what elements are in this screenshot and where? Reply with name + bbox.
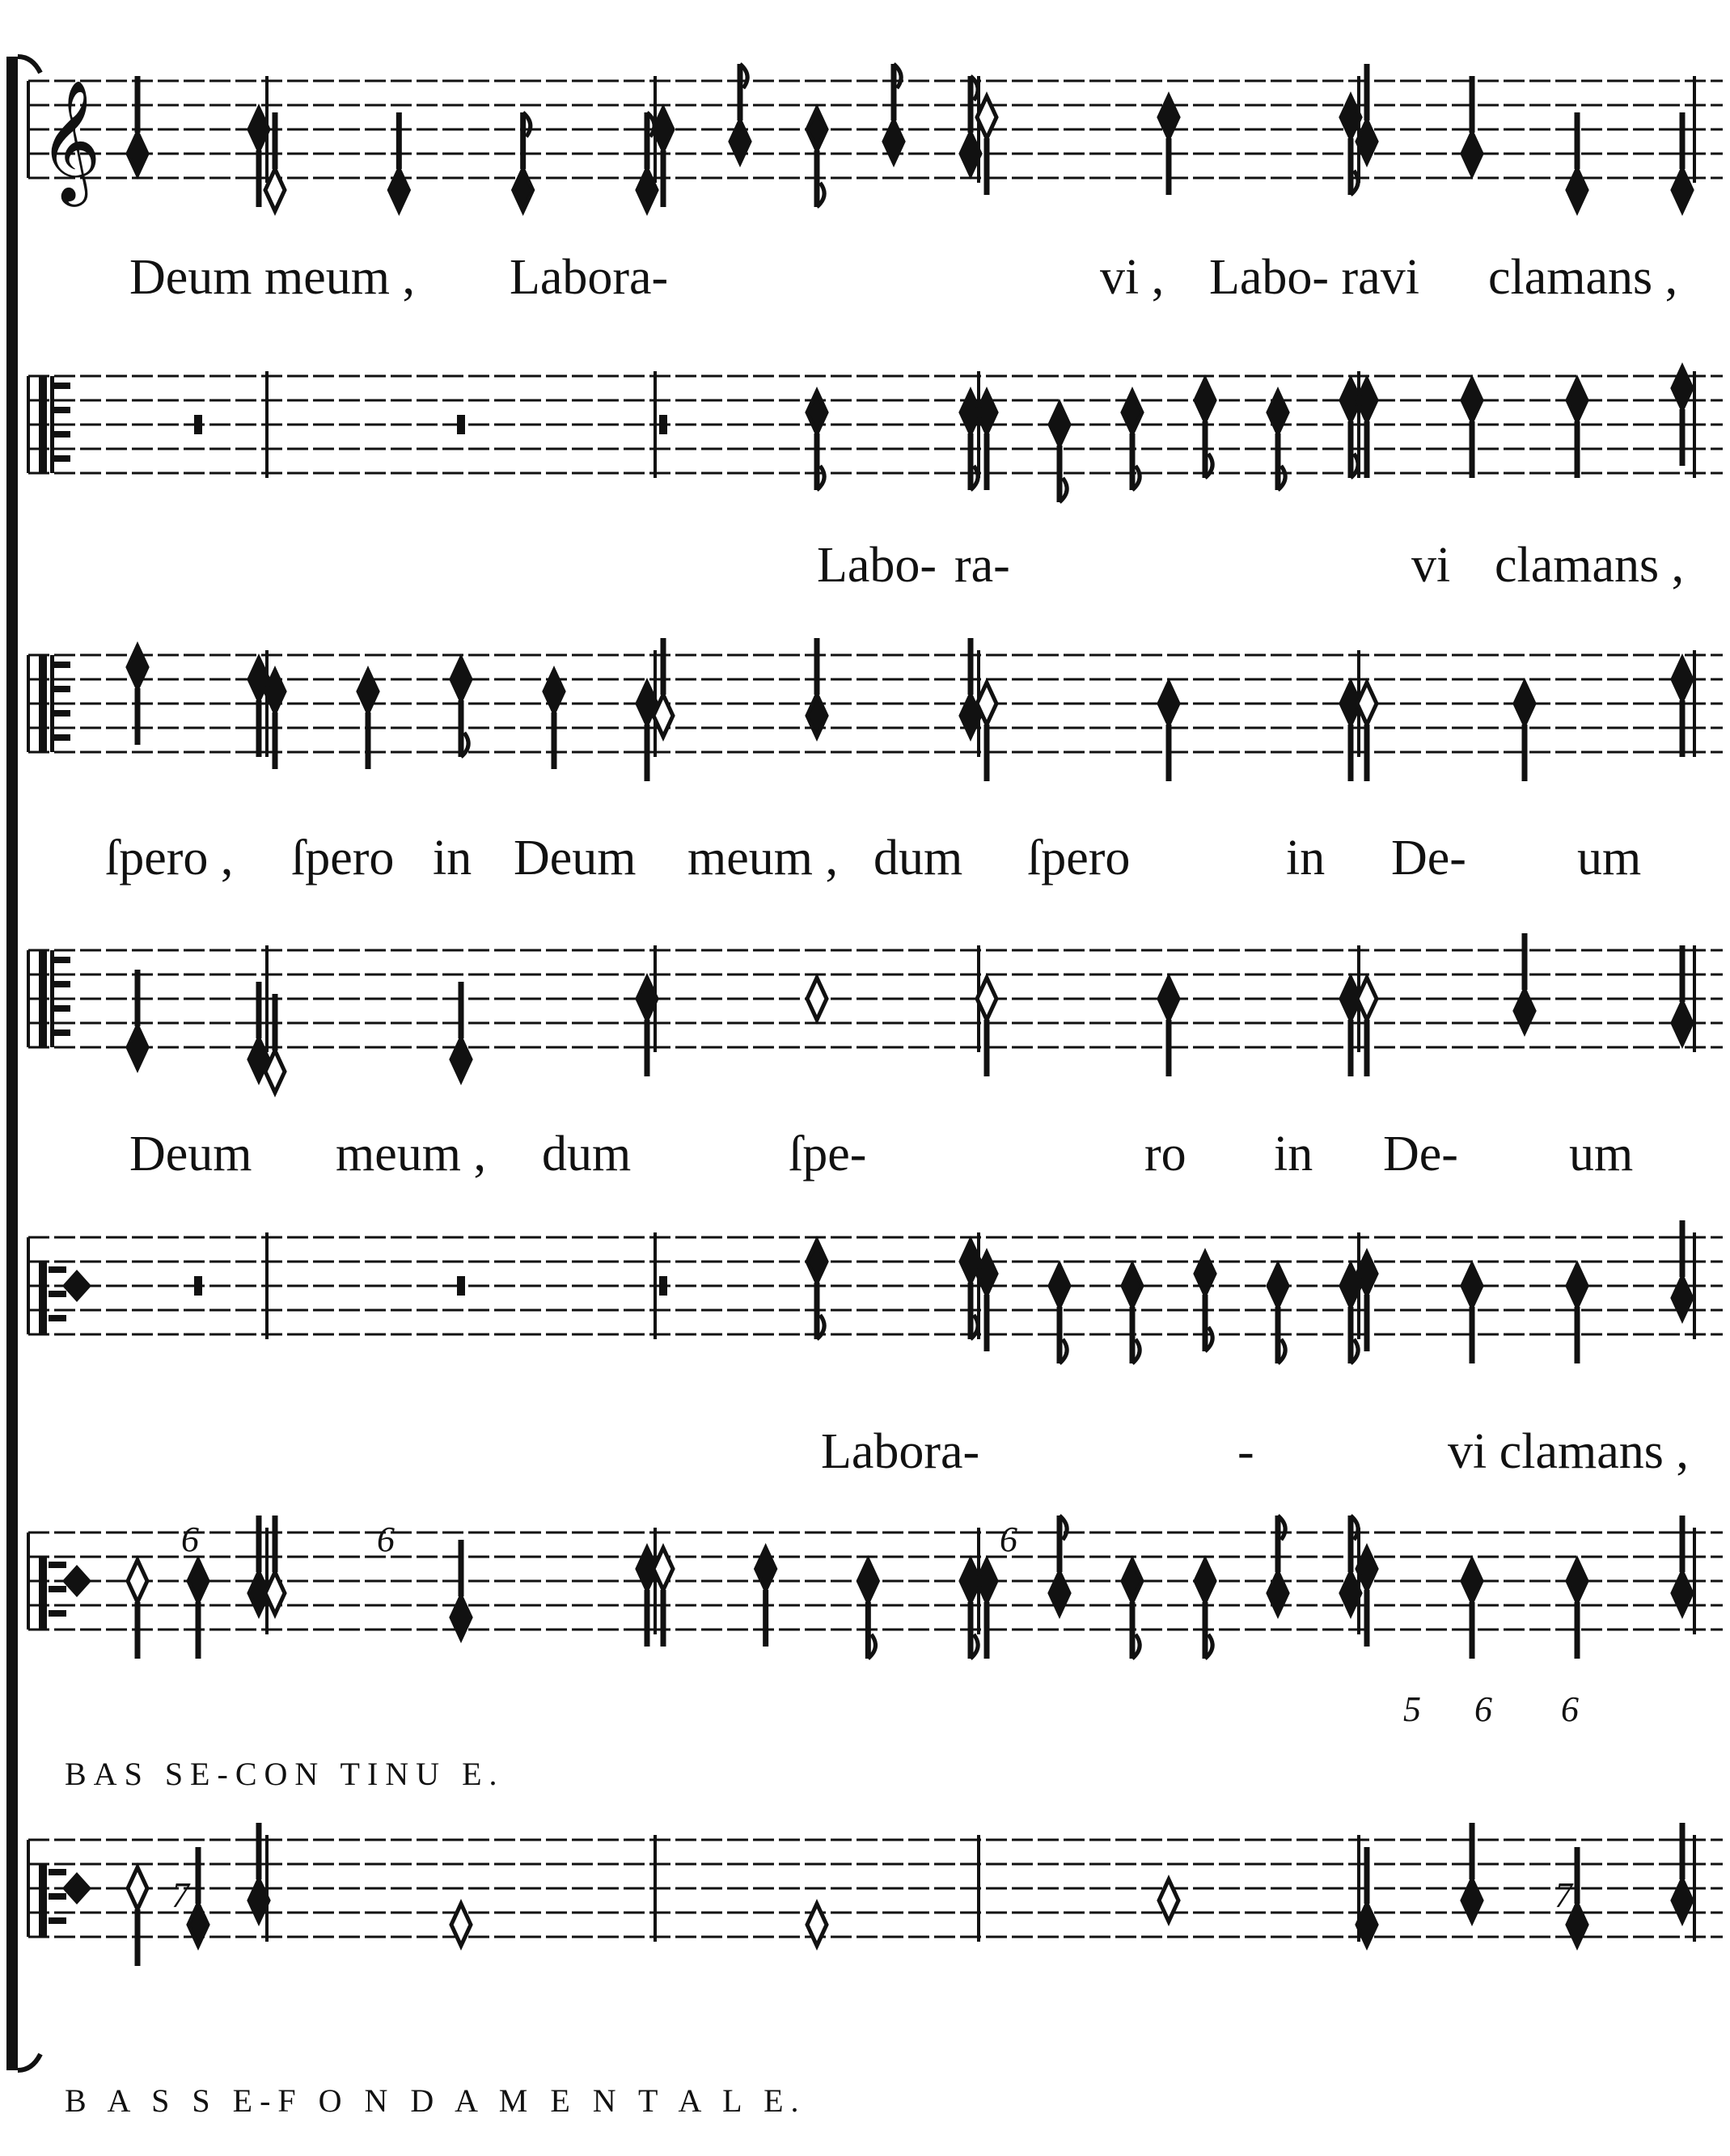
system-bracket-bar [6,57,18,2070]
note-head [451,658,471,700]
note-basse-continue [1195,1560,1215,1659]
note-basse-continue [1567,1560,1587,1659]
lyric-line4-dum: dum [542,1127,632,1182]
note-head [807,391,827,433]
lyric-line5-dash: - [1237,1424,1254,1479]
note-head [1159,96,1178,138]
note-basse-continue [451,1540,471,1638]
note-head [1462,1560,1482,1602]
lyric-line3-de: De- [1391,831,1466,886]
note-taille [358,670,378,769]
f-clef-icon [39,1262,91,1334]
note-head [1673,658,1692,700]
treble-clef-icon: 𝄞 [39,78,101,201]
note-basse-continue [858,1560,878,1659]
lyric-line3-meum: meum , [687,831,838,886]
rest-mark [659,1276,667,1296]
note-head [1567,169,1587,211]
note-head [1673,1879,1692,1921]
note-basse-continue [1123,1560,1142,1659]
note-basse [1567,1265,1587,1363]
lyric-line2-ra: ra- [954,538,1010,593]
lyric-line1-labora: Labora- [510,250,669,305]
note-head [807,978,827,1020]
note-head [1123,391,1142,433]
note-haute-contre [1268,391,1288,490]
note-dessus [807,108,827,207]
rest-mark [457,1276,465,1296]
lyric-line4-in: in [1274,1127,1313,1182]
note-head [807,1904,827,1946]
note-dessus [884,64,903,163]
rest-mark [194,415,202,434]
note-head [1462,379,1482,421]
note-head [1673,1002,1692,1044]
lyric-line4-um: um [1569,1127,1634,1182]
note-head [1159,683,1178,725]
note-head [1268,1572,1288,1614]
note-basse [1195,1253,1215,1351]
note-basse [1123,1265,1142,1363]
note-head [1462,133,1482,175]
lyric-line2-clamans: clamans , [1495,538,1685,593]
lyric-line1-deum-meum: Deum meum , [129,250,415,305]
note-basse-fondamentale [1462,1823,1482,1921]
note-head [451,1038,471,1080]
note-basse [1462,1265,1482,1363]
note-head [1268,1265,1288,1307]
rest-mark [194,1276,202,1296]
note-head [451,1596,471,1638]
lyric-line1-laboravi: Labo- ravi [1209,250,1419,305]
note-haute-contre [1567,379,1587,478]
note-basse-continue [1673,1516,1692,1614]
figure-bc-6d: 6 [1474,1689,1492,1729]
note-taille [807,638,827,737]
label-basse-continue: BAS SE-CON TINU E. [65,1756,505,1792]
note-dessus [1159,96,1178,195]
note-head [128,646,147,688]
note-head [514,169,533,211]
note-basse [1673,1220,1692,1319]
figure-bf-7a: 7 [171,1875,189,1915]
staves-group [28,76,1723,1942]
figure-bc-6e: 6 [1561,1689,1579,1729]
note-taille [128,646,147,745]
lyric-line1-vi: vi , [1100,250,1165,305]
note-head [1123,1265,1142,1307]
lyric-line3-dum: dum [873,831,963,886]
note-head [1515,683,1534,725]
system-bracket [6,57,40,2070]
note-dessus [1673,112,1692,211]
note-haute-contre [1673,367,1692,466]
note-head [1195,379,1215,421]
note-head [451,1904,471,1946]
note-basse-taille [807,978,827,1020]
note-head [544,670,564,712]
figure-bc-6b: 6 [377,1520,395,1559]
note-head [807,695,827,737]
staff-taille [28,650,1723,757]
note-head [1195,1560,1215,1602]
note-head [1159,978,1178,1020]
note-basse-taille [1515,933,1534,1032]
lyric-line3-spero3: ſpero [1027,831,1131,886]
note-head [1050,404,1069,446]
staff-basse-taille [28,945,1723,1052]
note-head [807,1241,827,1283]
note-basse-continue [1462,1560,1482,1659]
note-head [1462,1879,1482,1921]
note-head [1268,391,1288,433]
note-head [358,670,378,712]
lyric-line1-clamans: clamans , [1488,250,1678,305]
note-dessus [514,112,533,211]
note-head [1673,1277,1692,1319]
lyric-line3-in2: in [1286,831,1326,886]
note-head [1123,1560,1142,1602]
note-head [730,120,750,163]
figure-bc-5: 5 [1403,1689,1421,1729]
label-basse-fondamentale: B A S S E-F O N D A M E N T A L E. [65,2082,806,2119]
note-dessus [389,112,408,211]
note-taille [1515,683,1534,781]
note-basse-continue [188,1560,208,1659]
bracket-top-hook [18,57,40,73]
lyric-line5-vi-clamans: vi clamans , [1448,1424,1689,1479]
lyric-line5-labora: Labora- [821,1424,980,1479]
lyric-line3-um: um [1577,831,1642,886]
note-haute-contre [1050,404,1069,502]
lyric-line4-meum: meum , [336,1127,486,1182]
note-dessus [1567,112,1587,211]
note-haute-contre [1462,379,1482,478]
figure-bf-7b: 7 [1554,1875,1572,1915]
note-basse-continue [1050,1516,1069,1614]
lyric-line4-ro: ro [1144,1127,1186,1182]
note-basse-fondamentale [1159,1879,1178,1921]
note-head [1567,379,1587,421]
lyric-line2-vi: vi [1411,538,1451,593]
lyric-line3-deum: Deum [514,831,637,886]
note-basse [1050,1265,1069,1363]
f-clef-icon [39,1557,91,1630]
rest-mark [457,415,465,434]
note-head [1195,1253,1215,1295]
note-basse-taille [1159,978,1178,1076]
figure-bc-6c: 6 [1000,1520,1017,1559]
note-head [1673,367,1692,409]
note-head [1567,1560,1587,1602]
note-head [128,1026,147,1068]
note-basse-fondamentale [451,1904,471,1946]
note-head [1673,1572,1692,1614]
note-head [756,1548,776,1590]
note-head [128,133,147,175]
rest-mark [659,415,667,434]
figure-bc-6a: 6 [181,1520,199,1559]
note-basse [807,1241,827,1339]
note-head [1673,169,1692,211]
note-basse-fondamentale [128,1867,147,1966]
note-basse-taille [451,982,471,1080]
lyric-line3-spero2: ſpero [291,831,395,886]
note-basse-taille [1673,945,1692,1044]
note-dessus [730,64,750,163]
note-head [1159,1879,1178,1921]
notes-group [128,64,1692,1966]
note-basse-fondamentale [188,1847,208,1946]
note-head [1462,1265,1482,1307]
note-basse-continue [128,1560,147,1659]
lyric-line4-de: De- [1383,1127,1458,1182]
note-dessus [1462,76,1482,175]
note-head [1050,1572,1069,1614]
note-taille [1159,683,1178,781]
bracket-bottom-hook [18,2054,40,2070]
note-basse-taille [128,970,147,1068]
note-basse-continue [756,1548,776,1647]
lyric-line4-deum: Deum [129,1127,252,1182]
note-head [807,108,827,150]
f-clef-icon [39,1864,91,1937]
note-head [128,1560,147,1602]
note-dessus [128,76,147,175]
note-basse [1268,1265,1288,1363]
note-head [1050,1265,1069,1307]
note-taille [544,670,564,769]
lyric-line2-labo: Labo- [817,538,937,593]
note-head [389,169,408,211]
note-head [884,120,903,163]
note-head [1567,1265,1587,1307]
note-haute-contre [1123,391,1142,490]
note-head [858,1560,878,1602]
note-basse-continue [1268,1516,1288,1614]
note-haute-contre [1195,379,1215,478]
note-taille [451,658,471,757]
note-head [188,1560,208,1602]
note-basse-fondamentale [807,1904,827,1946]
note-haute-contre [807,391,827,490]
note-head [1515,990,1534,1032]
note-head [188,1904,208,1946]
lyric-line3-in1: in [433,831,472,886]
lyric-line3-spero1: ſpero , [105,831,234,886]
note-basse-fondamentale [1673,1823,1692,1921]
lyric-line4-spe: ſpe- [789,1127,867,1182]
note-taille [1673,658,1692,757]
note-head [128,1867,147,1909]
